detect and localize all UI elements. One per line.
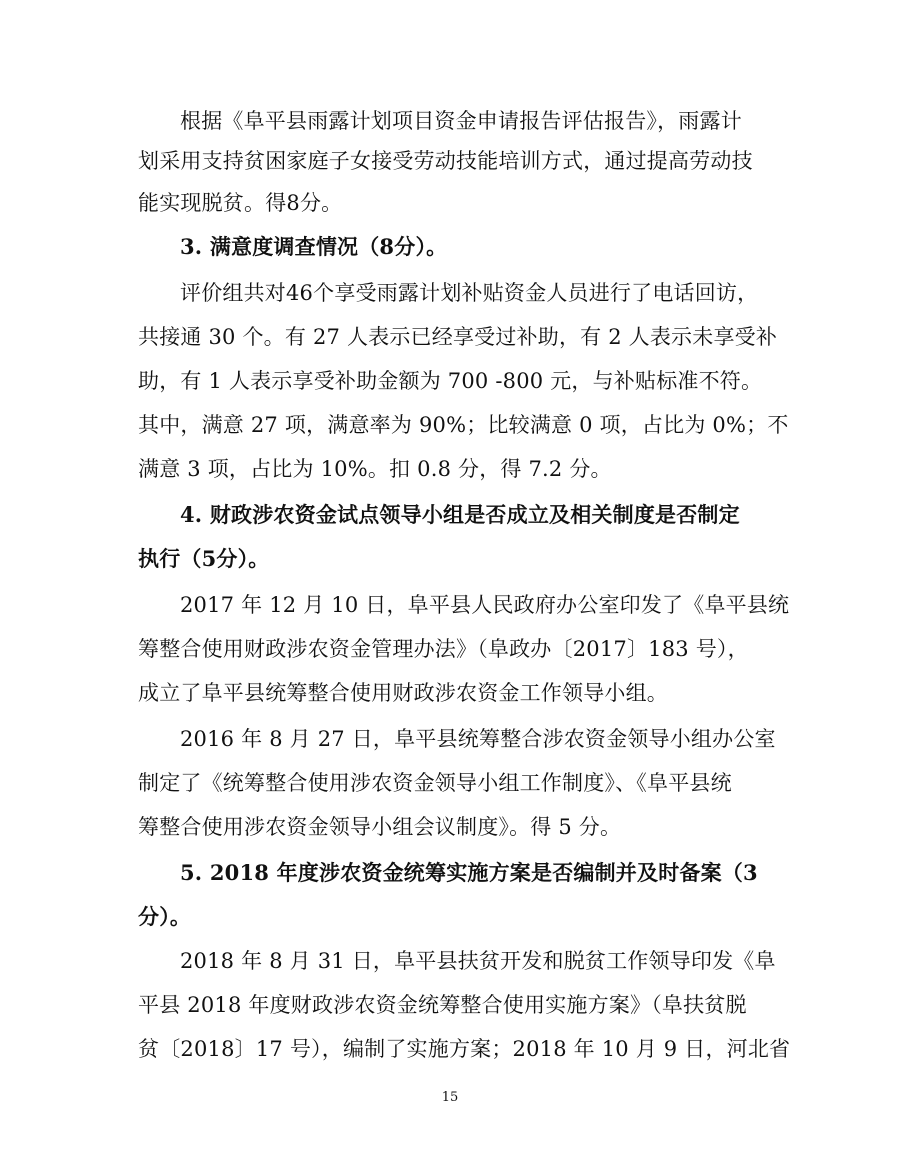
section-heading: 分）。 xyxy=(138,904,192,929)
text-line: 能实现脱贫。得8分。 xyxy=(138,191,343,215)
text-line: 其中，满意 27 项，满意率为 90%；比较满意 0 项，占比为 0%；不 xyxy=(138,413,789,437)
text-line: 满意 3 项，占比为 10%。扣 0.8 分，得 7.2 分。 xyxy=(138,457,612,481)
section-heading: 4. 财政涉农资金试点领导小组是否成立及相关制度是否制定 xyxy=(180,502,740,527)
section-heading: 3. 满意度调查情况（8分）。 xyxy=(180,234,448,259)
text-line: 2016 年 8 月 27 日，阜平县统筹整合涉农资金领导小组办公室 xyxy=(180,727,776,751)
text-line: 2017 年 12 月 10 日，阜平县人民政府办公室印发了《阜平县统 xyxy=(180,593,790,617)
page-number: 15 xyxy=(441,1090,459,1105)
section-heading: 5. 2018 年度涉农资金统筹实施方案是否编制并及时备案（3 xyxy=(180,860,758,885)
text-line: 平县 2018 年度财政涉农资金统筹整合使用实施方案》（阜扶贫脱 xyxy=(138,993,747,1017)
text-line: 划采用支持贫困家庭子女接受劳动技能培训方式，通过提高劳动技 xyxy=(138,149,753,173)
text-line: 贫〔2018〕17 号），编制了实施方案；2018 年 10 月 9 日，河北省 xyxy=(138,1037,791,1061)
section-heading: 执行（5分）。 xyxy=(138,546,270,571)
text-line: 制定了《统筹整合使用涉农资金领导小组工作制度》、《阜平县统 xyxy=(138,771,732,795)
text-line: 助，有 1 人表示享受补助金额为 700 -800 元，与补贴标准不符。 xyxy=(138,369,763,393)
text-line: 根据《阜平县雨露计划项目资金申请报告评估报告》，雨露计 xyxy=(180,109,742,133)
text-line: 成立了阜平县统筹整合使用财政涉农资金工作领导小组。 xyxy=(138,681,668,705)
text-line: 共接通 30 个。有 27 人表示已经享受过补助，有 2 人表示未享受补 xyxy=(138,325,778,349)
text-line: 2018 年 8 月 31 日，阜平县扶贫开发和脱贫工作领导印发《阜 xyxy=(180,949,776,973)
text-line: 评价组共对46个享受雨露计划补贴资金人员进行了电话回访， xyxy=(180,281,759,305)
text-line: 筹整合使用财政涉农资金管理办法》（阜政办〔2017〕183 号）， xyxy=(138,637,749,661)
text-line: 筹整合使用涉农资金领导小组会议制度》。得 5 分。 xyxy=(138,815,622,839)
